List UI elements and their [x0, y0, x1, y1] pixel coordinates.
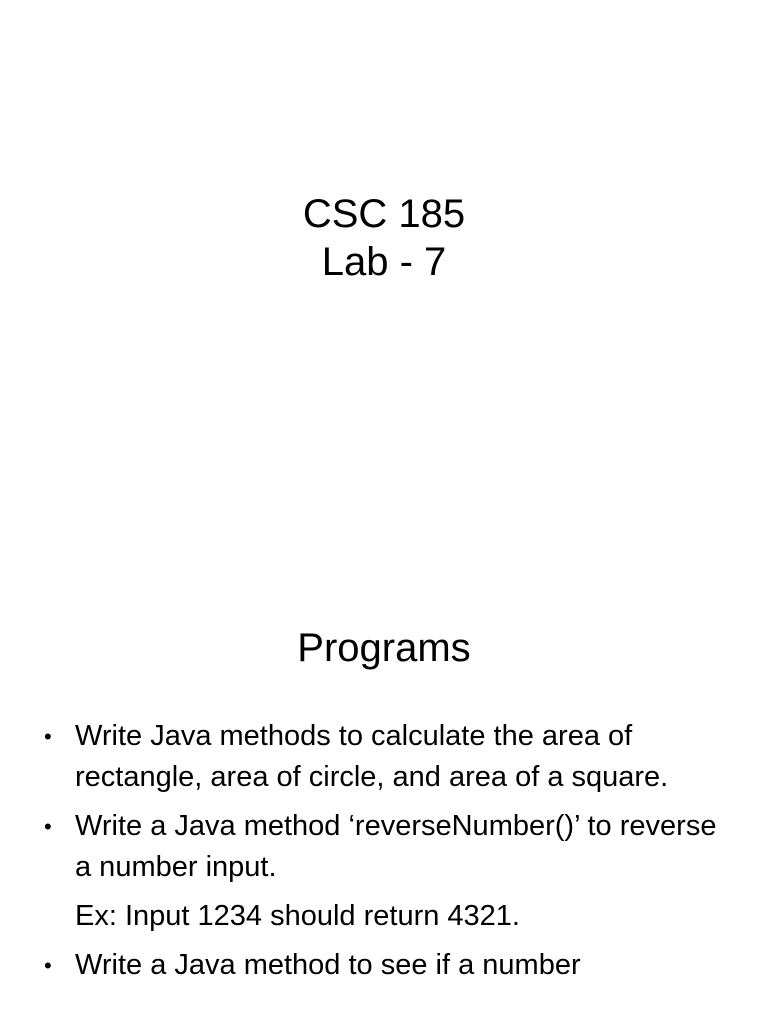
bullet-item [0, 716, 768, 798]
bullet-icon: • [44, 953, 52, 978]
bullet-icon: • [44, 724, 52, 749]
lab-title: Lab - 7 [321, 240, 447, 284]
bullet-text: Write Java methods to calculate the area of rectangle, area of circle, and area of a square. [75, 720, 669, 793]
bullet-item [0, 945, 768, 986]
bullet-text: Write a Java method ‘reverseNumber()’ to reverse a number input. [75, 810, 717, 883]
bullet-item [0, 806, 768, 937]
slide-heading: Programs [297, 626, 471, 670]
bullet-icon: • [44, 814, 52, 839]
course-title: CSC 185 [302, 192, 466, 236]
bullet-list [0, 716, 768, 994]
example-text: Ex: Input 1234 should return 4321. [75, 900, 520, 932]
bullet-text: Write a Java method to see if a number [75, 949, 581, 981]
programs-slide [0, 512, 768, 1024]
slide-title [0, 190, 768, 286]
